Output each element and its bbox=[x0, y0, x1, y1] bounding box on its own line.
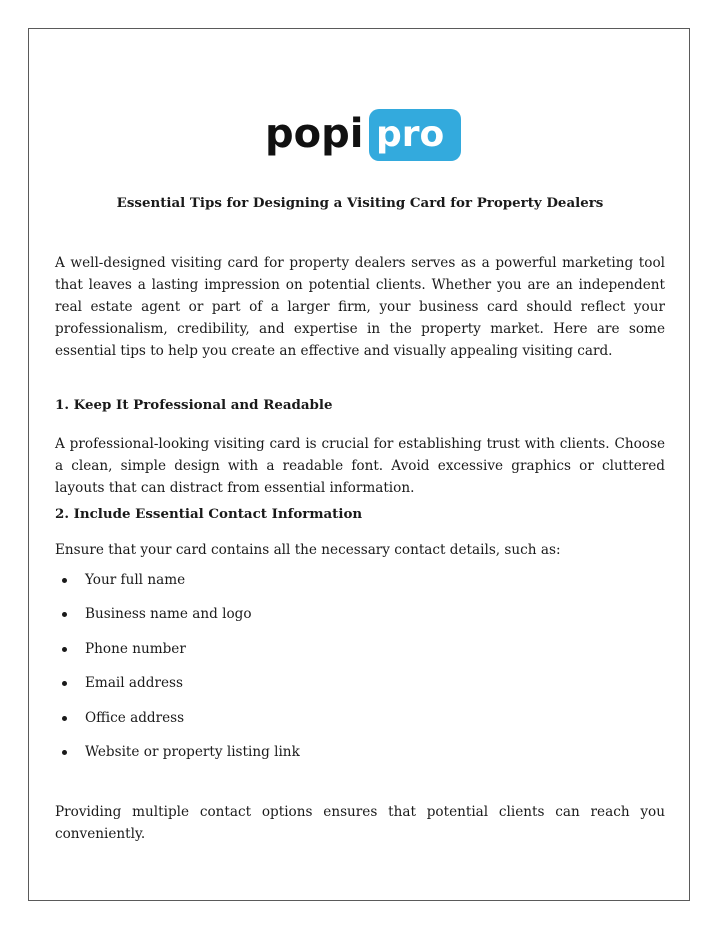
section-2-heading: 2. Include Essential Contact Information bbox=[55, 506, 363, 522]
popipro-logo bbox=[265, 107, 461, 163]
bullet-icon bbox=[62, 750, 67, 755]
list-item: Email address bbox=[55, 673, 300, 707]
bullet-icon bbox=[62, 612, 67, 617]
section-1-heading: 1. Keep It Professional and Readable bbox=[55, 397, 333, 413]
document-title: Essential Tips for Designing a Visiting Card for Property Dealers bbox=[116, 195, 604, 211]
section-2-closing: Providing multiple contact options ensures that potential clients can reach you conveniently. bbox=[55, 804, 665, 842]
list-item: Website or property listing link bbox=[55, 742, 300, 776]
logo-word-right: pro bbox=[376, 114, 445, 155]
list-item: Office address bbox=[55, 708, 300, 742]
bullet-icon bbox=[62, 716, 67, 721]
bullet-icon bbox=[62, 647, 67, 652]
section-2-lead: Ensure that your card contains all the necessary contact details, such as: bbox=[55, 542, 561, 558]
contact-details-list bbox=[55, 570, 300, 776]
logo-word-left: popi bbox=[265, 111, 364, 157]
bullet-icon bbox=[62, 681, 67, 686]
list-item: Your full name bbox=[55, 570, 300, 604]
document-page bbox=[28, 28, 690, 901]
intro-paragraph: A well-designed visiting card for property dealers serves as a powerful marketing tool that leaves a lasting impression on potential clients. Whether you are an independent real estate agent or part of a larger firm, your business card should reflect your professionalism, credibility, and expertise in the property market. Here are some essential tips to help you create an effective and visually appealing visiting card. bbox=[55, 255, 665, 359]
bullet-icon bbox=[62, 578, 67, 583]
list-item: Business name and logo bbox=[55, 604, 300, 638]
list-item: Phone number bbox=[55, 639, 300, 673]
section-1-body: A professional-looking visiting card is crucial for establishing trust with clients. Choose a clean, simple design with a readable font. Avoid excessive graphics or cluttered layouts that can distract from essential information. bbox=[55, 436, 665, 496]
